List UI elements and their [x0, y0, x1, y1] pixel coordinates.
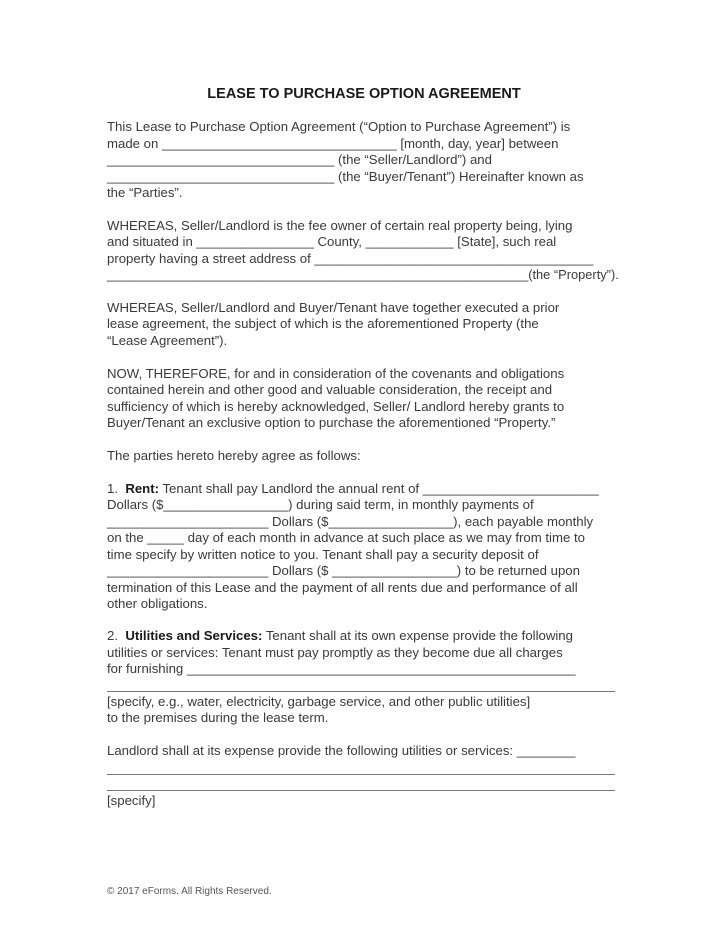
- rent-number: 1.: [107, 481, 118, 496]
- rent-line-5: time specify by written notice to you. Tenant shall pay a security deposit of: [107, 547, 539, 562]
- rent-text: Tenant shall pay Landlord the annual rent of ________________________: [159, 481, 599, 496]
- whereas-2-line-2: lease agreement, the subject of which is the aforementioned Property (the: [107, 316, 539, 331]
- blank-line: [107, 790, 615, 791]
- utilities-text: Tenant shall at its own expense provide the following: [262, 628, 573, 643]
- now-therefore-line-4: Buyer/Tenant an exclusive option to purchase the aforementioned “Property.”: [107, 415, 556, 430]
- specify-line: [specify]: [107, 793, 156, 808]
- whereas-1-line-2: and situated in ________________ County, ____________ [State], such real: [107, 234, 557, 249]
- utilities-line-4: [specify, e.g., water, electricity, garbage service, and other public utilities]: [107, 694, 531, 709]
- intro-line-3: _______________________________ (the “Seller/Landlord”) and: [107, 152, 492, 167]
- rent-line-7: termination of this Lease and the payment of all rents due and performance of all: [107, 580, 578, 595]
- rent-line-4: on the _____ day of each month in advance at such place as we may from time to: [107, 530, 585, 545]
- now-therefore-line-3: sufficiency of which is hereby acknowledged, Seller/ Landlord hereby grants to: [107, 399, 565, 414]
- rent-line-2: Dollars ($_________________) during said term, in monthly payments of: [107, 497, 534, 512]
- whereas-1-line-1: WHEREAS, Seller/Landlord is the fee owner of certain real property being, lying: [107, 218, 573, 233]
- utilities-heading: Utilities and Services:: [125, 628, 263, 643]
- intro-line-1: This Lease to Purchase Option Agreement (“Option to Purchase Agreement”) is: [107, 119, 571, 134]
- rent-heading: Rent:: [125, 481, 160, 496]
- intro-line-2: made on ________________________________ [month, day, year] between: [107, 136, 559, 151]
- now-therefore-line-2: contained herein and other good and valuable consideration, the receipt and: [107, 382, 553, 397]
- blank-line: [107, 774, 615, 775]
- rent-line-3: ______________________ Dollars ($_________________), each payable monthly: [107, 514, 594, 529]
- whereas-1-line-3: property having a street address of ______________________________________: [107, 251, 594, 266]
- utilities-line-1: [107, 628, 573, 644]
- utilities-number: 2.: [107, 628, 118, 643]
- intro-line-5: the “Parties”.: [107, 185, 183, 200]
- intro-line-4: _______________________________ (the “Buyer/Tenant”) Hereinafter known as: [107, 169, 584, 184]
- utilities-line-2: utilities or services: Tenant must pay promptly as they become due all charges: [107, 645, 563, 660]
- copyright-footer: © 2017 eForms. All Rights Reserved.: [107, 886, 272, 897]
- rent-line-6: ______________________ Dollars ($ _________________) to be returned upon: [107, 563, 580, 578]
- whereas-2-line-3: “Lease Agreement”).: [107, 333, 228, 348]
- utilities-line-3: for furnishing _____________________________________________________: [107, 661, 576, 676]
- rent-line-1: [107, 481, 599, 497]
- document-title: LEASE TO PURCHASE OPTION AGREEMENT: [207, 86, 521, 102]
- utilities-line-5: to the premises during the lease term.: [107, 710, 329, 725]
- rent-line-8: other obligations.: [107, 596, 208, 611]
- landlord-utilities-line: Landlord shall at its expense provide the following utilities or services: ________: [107, 743, 576, 758]
- whereas-2-line-1: WHEREAS, Seller/Landlord and Buyer/Tenant have together executed a prior: [107, 300, 560, 315]
- now-therefore-line-1: NOW, THEREFORE, for and in consideration of the covenants and obligations: [107, 366, 565, 381]
- whereas-1-line-4: ___________________________________________________________(the “Property”).: [107, 267, 619, 282]
- agree-line: The parties hereto hereby agree as follows:: [107, 448, 361, 463]
- blank-line: [107, 691, 615, 692]
